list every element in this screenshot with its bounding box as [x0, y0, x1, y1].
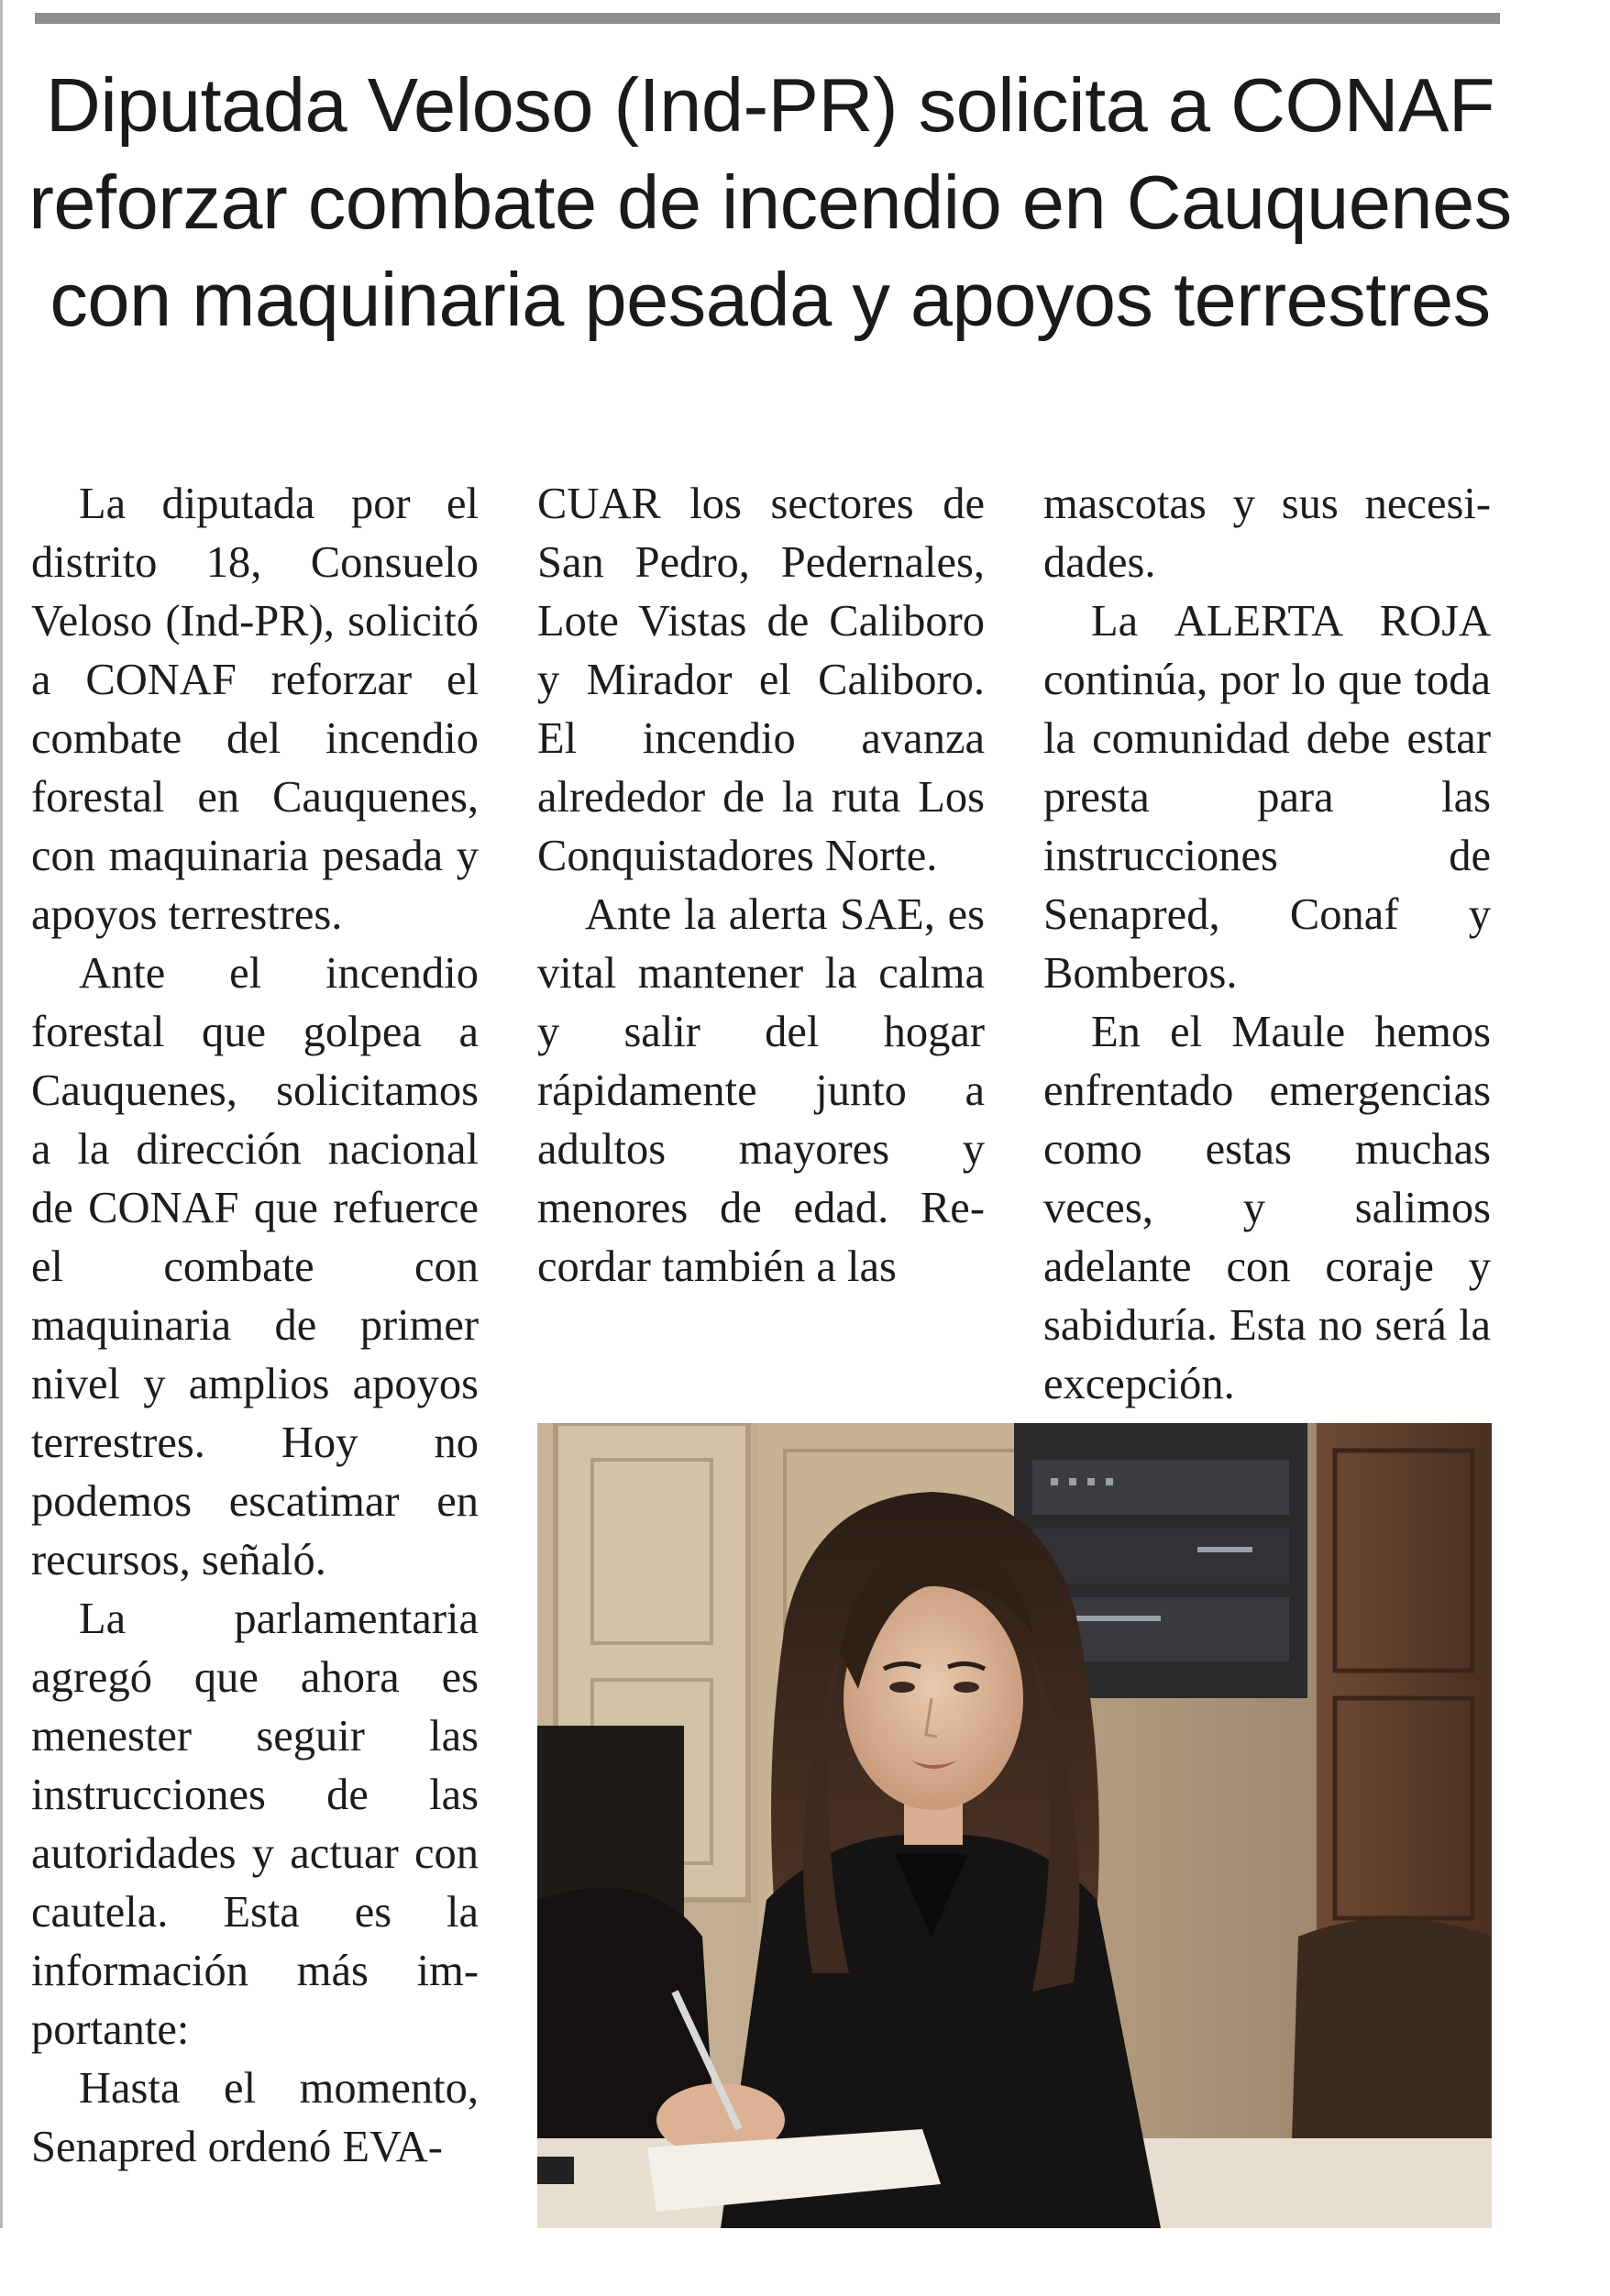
- paragraph: La parlamentaria agregó que ahora es menester seguir las instrucciones de las autoridades y actuar con cautela. Esta es la información más importante:: [31, 1595, 479, 2054]
- paragraph: mascotas y sus necesidades.: [1043, 480, 1491, 587]
- article-column-1: [31, 475, 479, 2177]
- paragraph: Ante la alerta SAE, es vital mantener la calma y salir del hogar rápidamente junto a adultos mayores y menores de edad. Recordar también a las: [537, 890, 985, 1291]
- page-left-border: [0, 0, 3, 2228]
- paragraph: Ante el incendio forestal que golpea a Cauquenes, solicitamos a la dirección nacional de CONAF que refuerce el combate con maquinaria de primer nivel y amplios apoyos terrestres. Hoy no podemos escatimar en recursos, señaló.: [31, 949, 479, 1584]
- article-photo: [537, 1423, 1492, 2228]
- article-headline: Diputada Veloso (Ind-PR) solicita a CONAF reforzar combate de incendio en Cauquenes con maquinaria pesada y apoyos terrestres: [28, 62, 1512, 342]
- paragraph: Hasta el momento, Senapred ordenó EVA-: [31, 2064, 479, 2171]
- paragraph: CUAR los sectores de San Pedro, Pedernales, Lote Vistas de Caliboro y Mirador el Caliboro. El incendio avanza alrededor de la ruta Los Conquistadores Norte.: [537, 480, 985, 880]
- paragraph: La ALERTA ROJA continúa, por lo que toda la comunidad debe estar presta para las instrucciones de Senapred, Conaf y Bomberos.: [1043, 597, 1491, 998]
- article-column-3: [1043, 475, 1491, 1414]
- paragraph: En el Maule hemos enfrentado emergencias como estas muchas veces, y salimos adelante con coraje y sabiduría. Esta no será la excepción.: [1043, 1008, 1491, 1408]
- top-divider: [35, 13, 1500, 24]
- paragraph: La diputada por el distrito 18, Consuelo Veloso (Ind-PR), solicitó a CONAF reforzar el combate del incendio forestal en Cauquenes, con maquinaria pesada y apoyos terrestres.: [31, 480, 479, 939]
- article-column-2: [537, 475, 985, 1297]
